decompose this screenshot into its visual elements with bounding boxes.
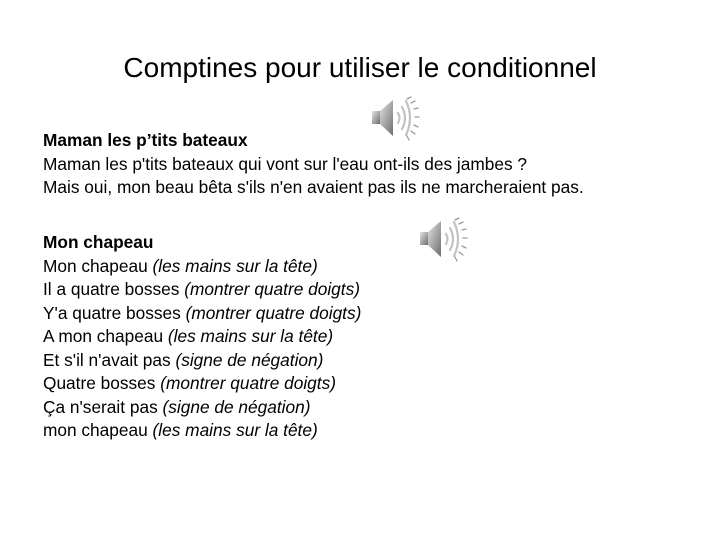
lyric-text: Y'a quatre bosses <box>43 302 186 323</box>
song-line <box>43 176 584 200</box>
song-line <box>43 325 361 349</box>
speaker-sound-icon[interactable] <box>417 217 469 263</box>
gesture-note: (signe de négation) <box>162 396 311 417</box>
lyric-text: Ça n'serait pas <box>43 396 163 417</box>
song-heading: Mon chapeau <box>43 232 154 252</box>
gesture-note: (montrer quatre doigts) <box>184 279 360 299</box>
gesture-note: (les mains sur la tête) <box>167 326 334 346</box>
slide-title: Comptines pour utiliser le conditionnel <box>123 52 597 83</box>
song-line <box>43 372 361 396</box>
song-line <box>43 302 361 326</box>
song-line <box>43 419 361 443</box>
gesture-note: (montrer quatre doigts) <box>160 373 336 393</box>
lyric-text: mon chapeau <box>43 420 153 440</box>
lyric-text: Et s'il n'avait pas <box>43 349 176 370</box>
song-mon-chapeau <box>43 231 361 443</box>
song-line <box>43 396 361 420</box>
lyric-text: Maman les p'tits bateaux qui vont sur l'eau ont-ils des jambes ? <box>43 153 528 174</box>
lyric-text: Mon chapeau <box>43 255 153 276</box>
lyric-text: Mais oui, mon beau bêta s'ils n'en avaient pas ils ne marcheraient pas. <box>43 177 584 197</box>
lyric-text: Quatre bosses <box>43 373 161 393</box>
gesture-note: (les mains sur la tête) <box>152 420 318 440</box>
gesture-note: (signe de négation) <box>175 349 324 370</box>
song-line <box>43 278 361 302</box>
gesture-note: (les mains sur la tête) <box>152 255 318 276</box>
song-line <box>43 349 361 373</box>
song-line <box>43 153 584 177</box>
song-line <box>43 255 361 279</box>
song-heading: Maman les p’tits bateaux <box>43 130 248 150</box>
gesture-note: (montrer quatre doigts) <box>185 302 362 323</box>
speaker-sound-icon[interactable] <box>369 96 421 142</box>
lyric-text: Il a quatre bosses <box>43 279 185 299</box>
song-maman-les-ptits-bateaux <box>43 129 584 200</box>
lyric-text: A mon chapeau <box>43 326 168 346</box>
